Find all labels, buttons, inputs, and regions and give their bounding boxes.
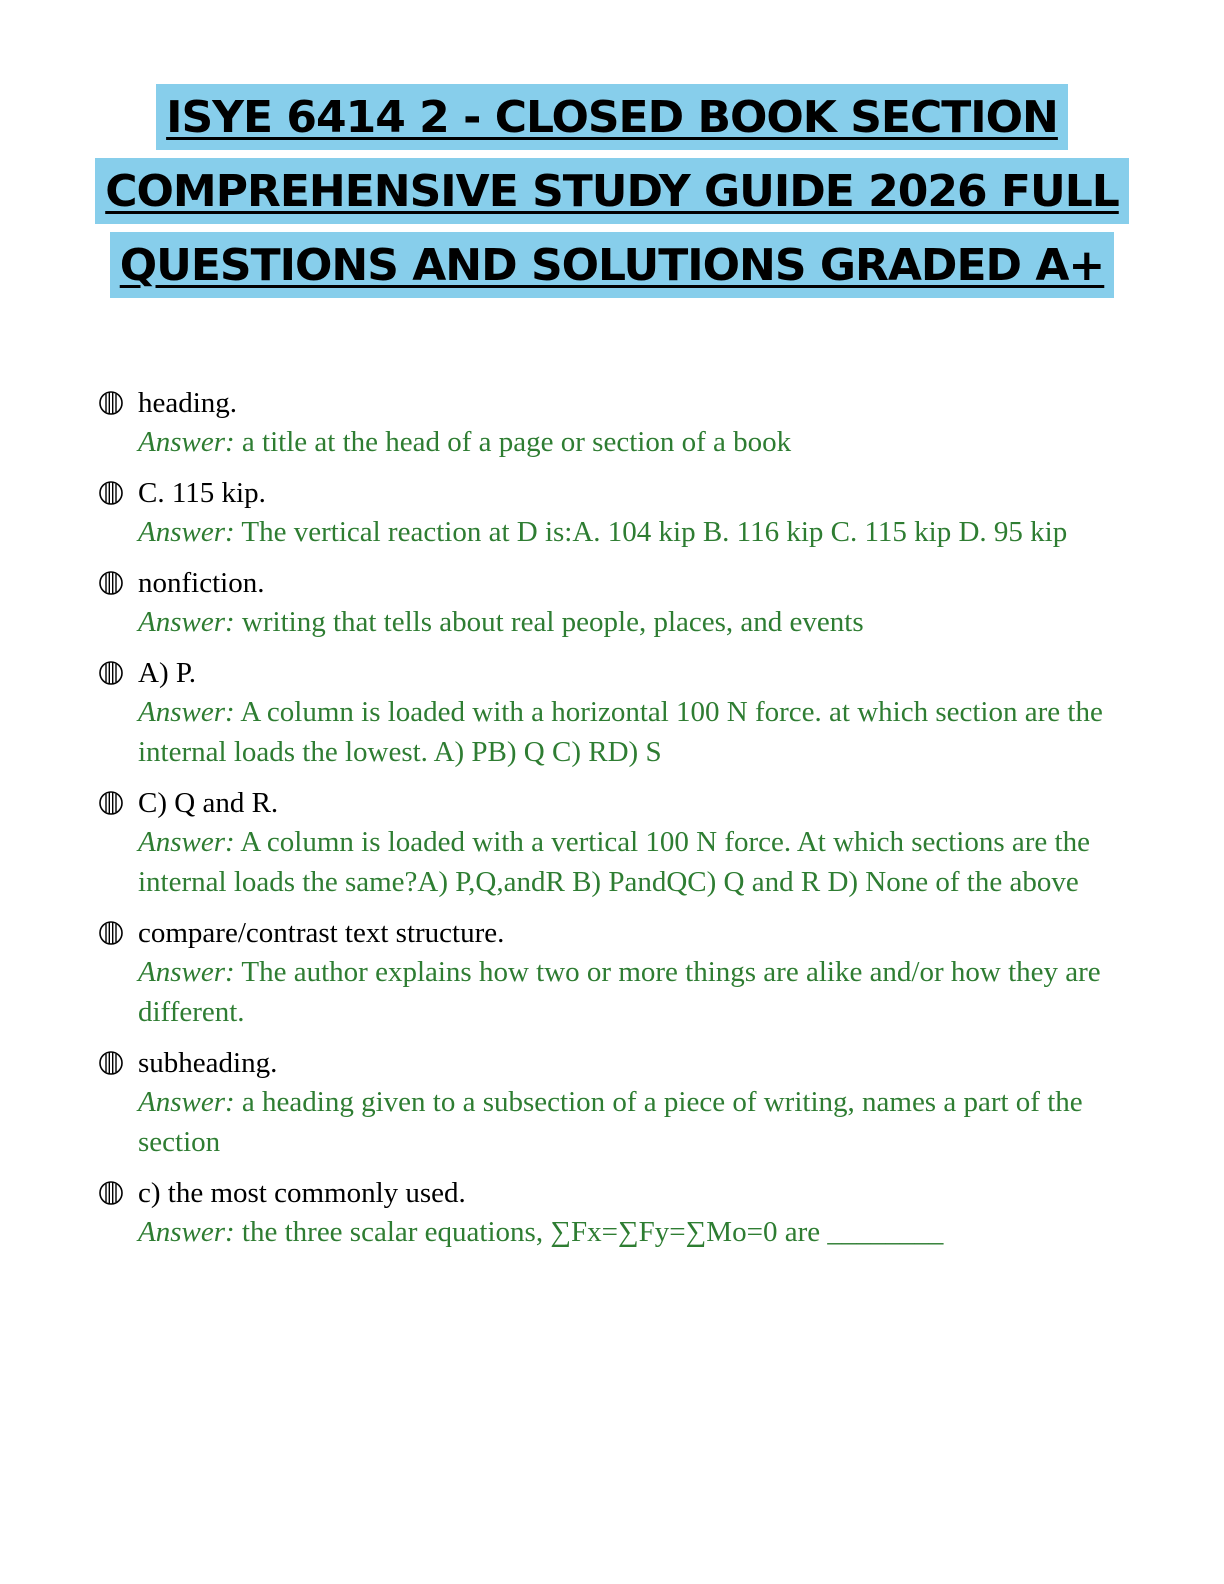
qa-item [98, 474, 1118, 552]
qa-item [98, 1044, 1118, 1162]
question-term: A) P. [138, 657, 197, 689]
answer-body: a heading given to a subsection of a piece of writing, names a part of the section [138, 1086, 1083, 1158]
qa-list [98, 384, 1118, 1264]
question-term: nonfiction. [138, 567, 265, 599]
qa-item [98, 784, 1118, 902]
answer-text [138, 1212, 1118, 1252]
answer-label: Answer: [138, 1086, 235, 1118]
answer-label: Answer: [138, 426, 235, 458]
question-term: C) Q and R. [138, 787, 279, 819]
question-term: subheading. [138, 1047, 278, 1079]
answer-label: Answer: [138, 956, 235, 988]
striped-circle-bullet-icon [98, 474, 138, 512]
striped-circle-bullet-icon [98, 1174, 138, 1212]
answer-text [138, 1082, 1118, 1162]
qa-item [98, 654, 1118, 772]
answer-text [138, 422, 1118, 462]
striped-circle-bullet-icon [98, 654, 138, 692]
question-term: C. 115 kip. [138, 477, 266, 509]
answer-text [138, 692, 1118, 772]
answer-text [138, 512, 1118, 552]
question-term: compare/contrast text structure. [138, 917, 505, 949]
striped-circle-bullet-icon [98, 914, 138, 952]
answer-label: Answer: [138, 1216, 235, 1248]
title-line-1: ISYE 6414 2 - CLOSED BOOK SECTION [156, 84, 1068, 150]
question-term: heading. [138, 387, 238, 419]
striped-circle-bullet-icon [98, 564, 138, 602]
answer-body: a title at the head of a page or section of a book [241, 426, 792, 458]
answer-body: The author explains how two or more things are alike and/or how they are different. [138, 956, 1101, 1028]
striped-circle-bullet-icon [98, 784, 138, 822]
document-title [0, 84, 1224, 306]
answer-label: Answer: [138, 606, 235, 638]
answer-text [138, 952, 1118, 1032]
qa-item [98, 1174, 1118, 1252]
striped-circle-bullet-icon [98, 384, 138, 422]
answer-label: Answer: [138, 826, 235, 858]
answer-body: A column is loaded with a horizontal 100 N force. at which section are the internal loads the lowest. A) PB) Q C) RD) S [138, 696, 1103, 768]
answer-body: writing that tells about real people, places, and events [241, 606, 864, 638]
qa-item [98, 914, 1118, 1032]
answer-text [138, 822, 1118, 902]
title-line-2: COMPREHENSIVE STUDY GUIDE 2026 FULL [95, 158, 1129, 224]
qa-item [98, 384, 1118, 462]
answer-label: Answer: [138, 516, 235, 548]
answer-body: A column is loaded with a vertical 100 N force. At which sections are the internal loads the same?A) P,Q,andR B) PandQC) Q and R D) None of the above [138, 826, 1090, 898]
qa-item [98, 564, 1118, 642]
question-term: c) the most commonly used. [138, 1177, 466, 1209]
striped-circle-bullet-icon [98, 1044, 138, 1082]
answer-body: the three scalar equations, ∑Fx=∑Fy=∑Mo=0 are ________ [241, 1216, 944, 1248]
answer-text [138, 602, 1118, 642]
title-line-3: QUESTIONS AND SOLUTIONS GRADED A+ [110, 232, 1115, 298]
answer-label: Answer: [138, 696, 235, 728]
answer-body: The vertical reaction at D is:A. 104 kip B. 116 kip C. 115 kip D. 95 kip [241, 516, 1068, 548]
